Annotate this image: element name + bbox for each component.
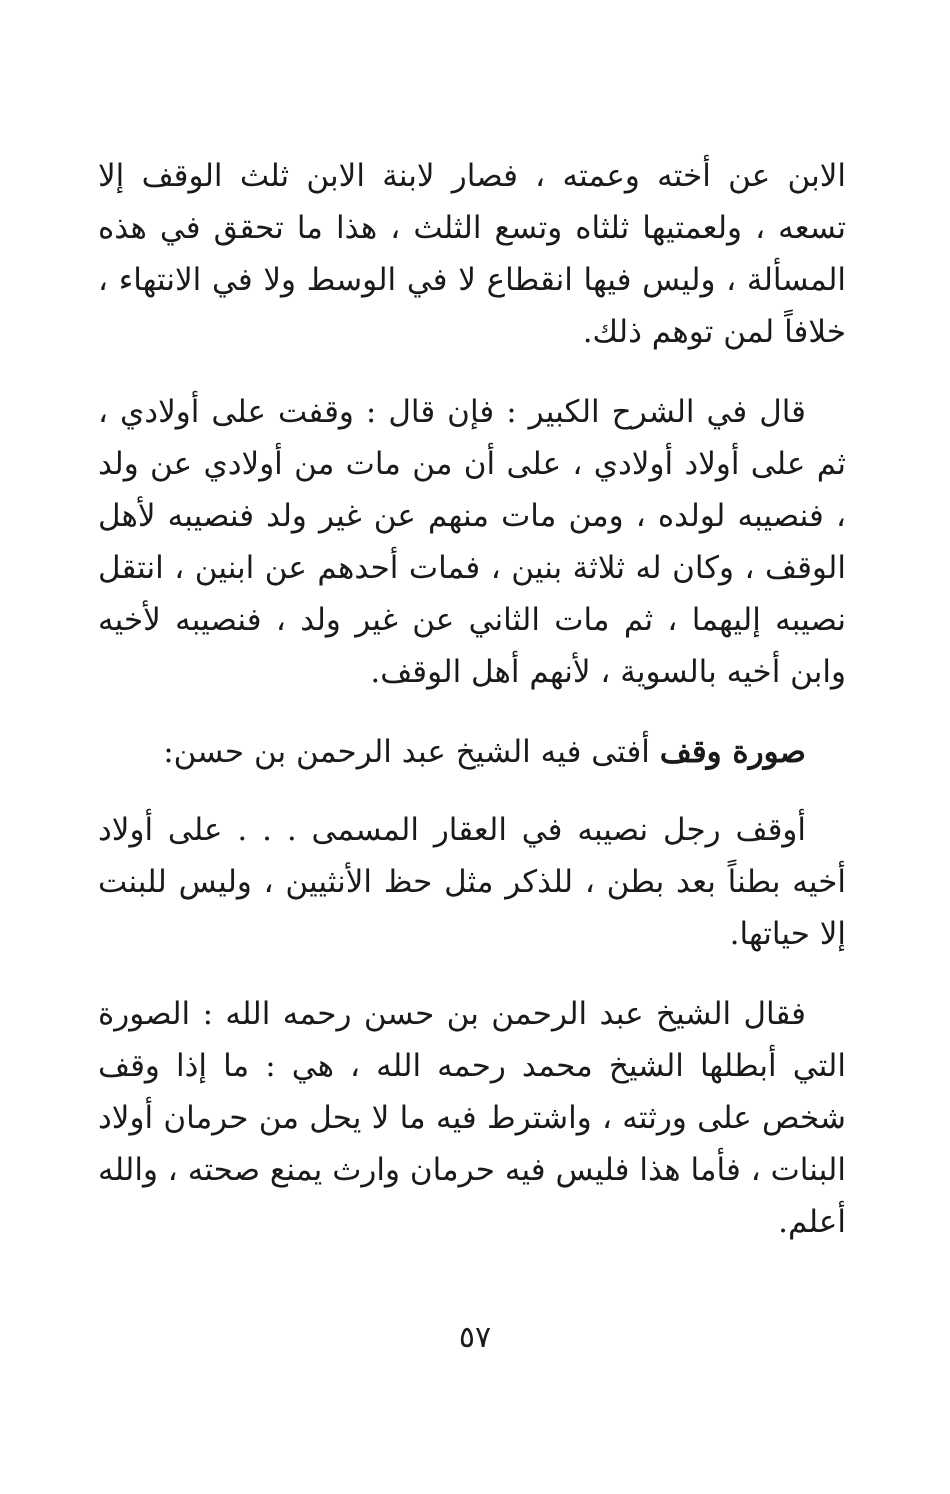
section-heading-rest: أفتى فيه الشيخ عبد الرحمن بن حسن: (163, 734, 660, 770)
paragraph-sharh-kabir: قال في الشرح الكبير : فإن قال : وقفت على أولادي ، ثم على أولاد أولادي ، على أن من مات من أولادي عن ولد ، فنصيبه لولده ، ومن مات منهم عن غير ولد فنصيبه لأهل الوقف ، وكان له ثلاثة بنين ، فمات أحدهم عن ابنين ، انتقل نصيبه إليهما ، ثم مات الثاني عن غير ولد ، فنصيبه لأخيه وابن أخيه بالسوية ، لأنهم أهل الوقف. (98, 394, 846, 690)
page-number: ٥٧ (458, 1320, 492, 1355)
paragraph-waqf-case: أوقف رجل نصيبه في العقار المسمى . . . على أولاد أخيه بطناً بعد بطن ، للذكر مثل حظ الأنثيين ، وليس للبنت إلا حياتها. (98, 812, 846, 952)
page-body (98, 150, 846, 1276)
paragraph-fatwa: فقال الشيخ عبد الرحمن بن حسن رحمه الله : الصورة التي أبطلها الشيخ محمد رحمه الله ، هي : ما إذا وقف شخص على ورثته ، واشترط فيه ما لا يحل من حرمان أولاد البنات ، فأما هذا فليس فيه حرمان وارث يمنع صحته ، والله أعلم. (98, 996, 846, 1240)
section-heading (98, 726, 846, 778)
paragraph-continuation: الابن عن أخته وعمته ، فصار لابنة الابن ثلث الوقف إلا تسعه ، ولعمتيها ثلثاه وتسع الثلث ، هذا ما تحقق في هذه المسألة ، وليس فيها انقطاع لا في الوسط ولا في الانتهاء ، خلافاً لمن توهم ذلك. (98, 158, 846, 350)
section-heading-bold: صورة وقف (659, 734, 806, 770)
